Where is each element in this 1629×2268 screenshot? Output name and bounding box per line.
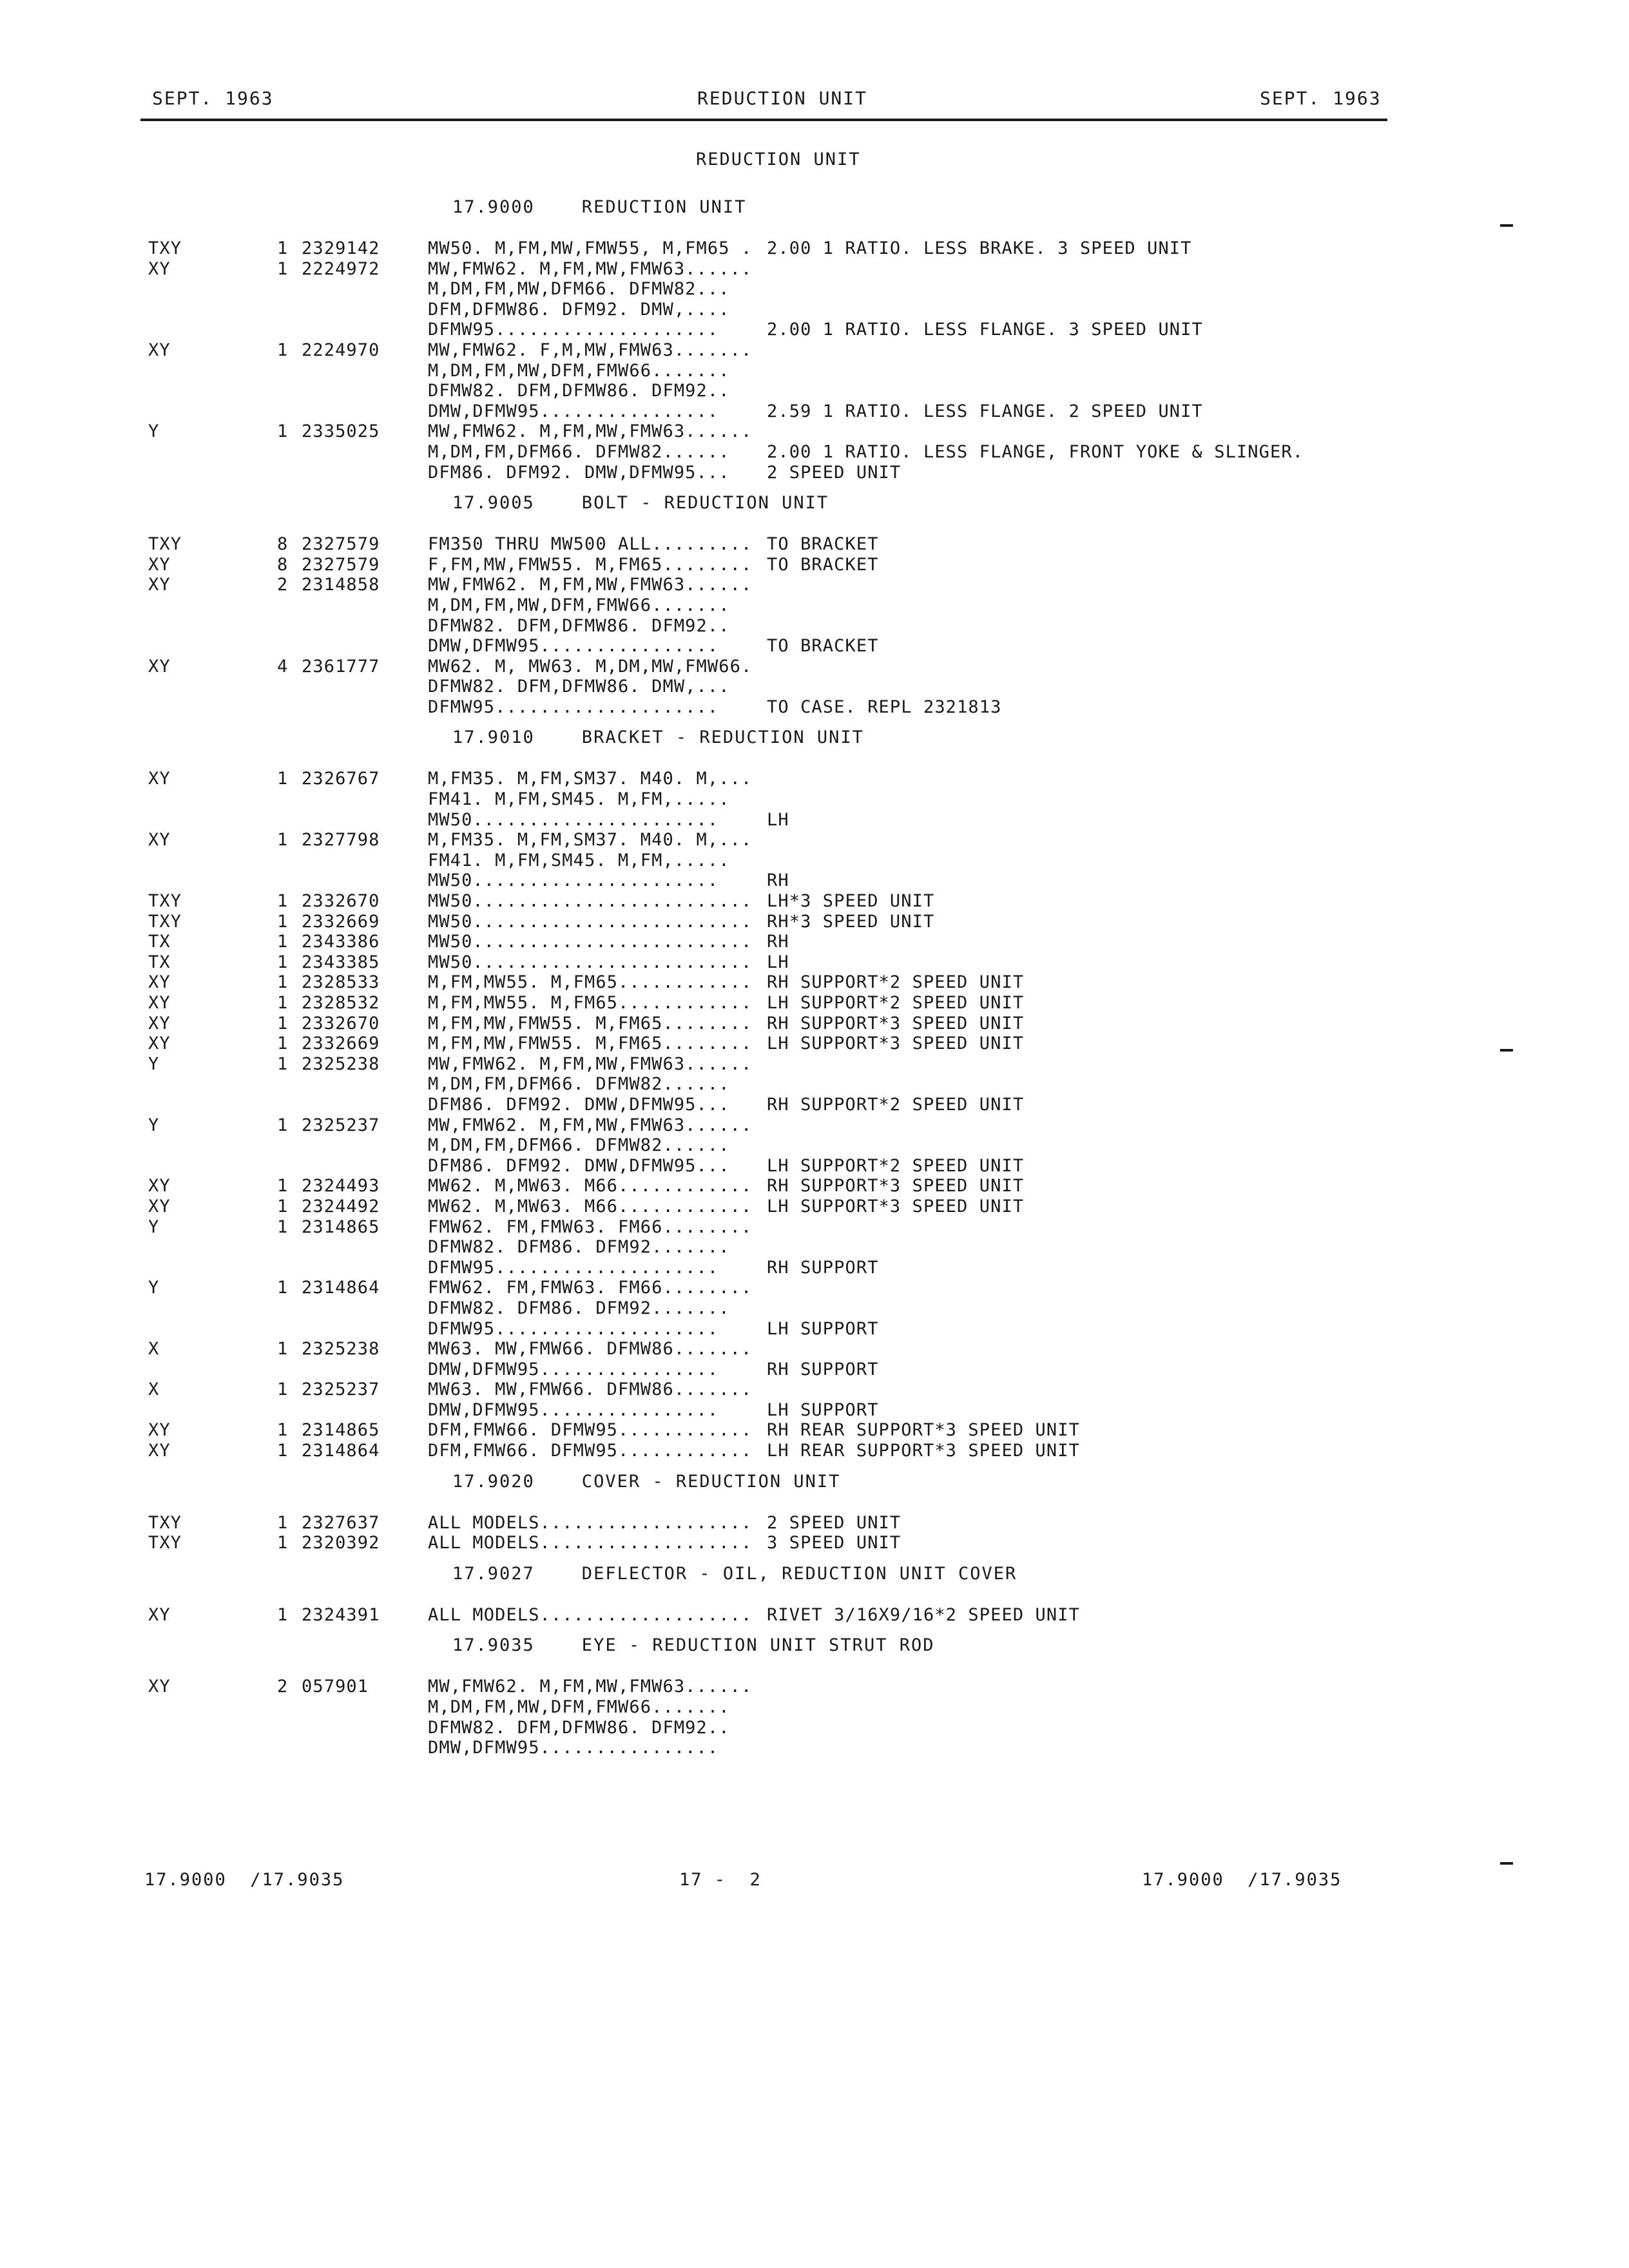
- row-remark: TO BRACKET: [767, 554, 879, 575]
- row-remark: LH SUPPORT*2 SPEED UNIT: [767, 993, 1025, 1013]
- row-models: MW62. M, MW63. M,DM,MW,FMW66.: [428, 656, 753, 677]
- row-remark: 3 SPEED UNIT: [767, 1533, 901, 1553]
- section-spacer: [148, 228, 1463, 238]
- row-models: MW,FMW62. M,FM,MW,FMW63......: [428, 1053, 753, 1074]
- row-code: XY: [148, 656, 171, 677]
- parts-row: [148, 697, 1463, 718]
- row-part-number: 2314858: [302, 575, 380, 595]
- row-quantity: 8: [277, 534, 289, 555]
- row-code: XY: [148, 1196, 171, 1216]
- row-models: DFM,DFMW86. DFM92. DMW,....: [428, 299, 730, 320]
- parts-row: [148, 932, 1463, 952]
- row-code: XY: [148, 1013, 171, 1033]
- row-remark: LH*3 SPEED UNIT: [767, 891, 935, 912]
- row-remark: 2.00 1 RATIO. LESS FLANGE, FRONT YOKE & SLINGER.: [767, 441, 1304, 462]
- row-models: DFMW95....................: [428, 697, 719, 717]
- parts-row: [148, 259, 1463, 280]
- parts-row: [148, 1217, 1463, 1238]
- row-remark: 2 SPEED UNIT: [767, 462, 901, 483]
- row-models: M,FM,MW,FMW55. M,FM65........: [428, 1013, 753, 1033]
- parts-row: [148, 1196, 1463, 1217]
- parts-row: [148, 1135, 1463, 1156]
- row-models: FM41. M,FM,SM45. M,FM,.....: [428, 850, 730, 870]
- section-heading: 17.9035 EYE - REDUCTION UNIT STRUT ROD: [452, 1635, 935, 1656]
- row-quantity: 1: [277, 1604, 289, 1625]
- row-part-number: 2327798: [302, 830, 380, 850]
- row-models: MW50.........................: [428, 911, 753, 932]
- parts-row: [148, 320, 1463, 340]
- row-models: DMW,DFMW95................: [428, 401, 719, 421]
- row-quantity: 1: [277, 993, 289, 1013]
- row-models: DFMW95....................: [428, 320, 719, 340]
- section-heading: 17.9027 DEFLECTOR - OIL, REDUCTION UNIT COVER: [452, 1563, 1017, 1584]
- parts-row: [148, 1278, 1463, 1298]
- parts-row: [148, 279, 1463, 300]
- parts-row: [148, 972, 1463, 993]
- parts-row: [148, 1677, 1463, 1697]
- row-models: DFMW82. DFM,DFMW86. DMW,...: [428, 677, 730, 697]
- row-models: MW50.........................: [428, 932, 753, 952]
- row-remark: RH: [767, 932, 789, 952]
- row-models: M,DM,FM,DFM66. DFMW82......: [428, 1074, 730, 1095]
- parts-row: [148, 1258, 1463, 1278]
- parts-row: [148, 1054, 1463, 1075]
- parts-row: [148, 1513, 1463, 1533]
- row-part-number: 2332670: [302, 891, 380, 912]
- row-quantity: 1: [277, 1176, 289, 1196]
- row-part-number: 2332670: [302, 1013, 380, 1033]
- row-models: M,DM,FM,DFM66. DFMW82......: [428, 1135, 730, 1156]
- row-code: TXY: [148, 1533, 182, 1553]
- parts-row: [148, 555, 1463, 575]
- margin-mark: [1500, 1049, 1513, 1052]
- row-code: XY: [148, 575, 171, 595]
- parts-row: [148, 912, 1463, 932]
- row-models: MW63. MW,FMW66. DFMW86.......: [428, 1339, 753, 1360]
- row-quantity: 1: [277, 238, 289, 258]
- section-spacer: [148, 1595, 1463, 1605]
- parts-row: [148, 534, 1463, 555]
- parts-row: [148, 1176, 1463, 1196]
- row-remark: LH: [767, 952, 789, 972]
- row-remark: RH: [767, 870, 789, 891]
- row-quantity: 1: [277, 911, 289, 932]
- parts-row: [148, 891, 1463, 912]
- row-remark: RIVET 3/16X9/16*2 SPEED UNIT: [767, 1604, 1080, 1625]
- row-part-number: 2332669: [302, 911, 380, 932]
- parts-row: [148, 769, 1463, 789]
- row-part-number: 2361777: [302, 656, 380, 677]
- parts-row: [148, 595, 1463, 616]
- row-remark: RH SUPPORT*3 SPEED UNIT: [767, 1013, 1025, 1033]
- parts-list: [148, 187, 1463, 1758]
- row-code: Y: [148, 1278, 160, 1298]
- parts-row: [148, 789, 1463, 810]
- parts-row: [148, 1605, 1463, 1626]
- section-spacer: [148, 1503, 1463, 1513]
- row-part-number: 2224970: [302, 340, 380, 360]
- row-models: MW50. M,FM,MW,FMW55, M,FM65 .: [428, 238, 753, 258]
- row-models: FM350 THRU MW500 ALL.........: [428, 534, 753, 555]
- row-quantity: 8: [277, 554, 289, 575]
- parts-row: [148, 616, 1463, 637]
- row-remark: LH SUPPORT*2 SPEED UNIT: [767, 1155, 1025, 1176]
- row-code: XY: [148, 993, 171, 1013]
- row-remark: TO BRACKET: [767, 636, 879, 657]
- row-models: FM41. M,FM,SM45. M,FM,.....: [428, 789, 730, 810]
- parts-row: [148, 1339, 1463, 1360]
- row-quantity: 1: [277, 258, 289, 279]
- row-quantity: 1: [277, 1216, 289, 1237]
- row-code: XY: [148, 1677, 171, 1697]
- row-models: M,FM35. M,FM,SM37. M40. M,...: [428, 769, 753, 789]
- page-header-left: SEPT. 1963: [152, 88, 274, 109]
- row-models: MW50.........................: [428, 952, 753, 972]
- row-code: Y: [148, 1216, 160, 1237]
- row-models: DFM86. DFM92. DMW,DFMW95...: [428, 462, 730, 483]
- row-models: M,DM,FM,MW,DFM,FMW66.......: [428, 595, 730, 615]
- row-part-number: 2343385: [302, 952, 380, 972]
- row-models: ALL MODELS...................: [428, 1533, 753, 1553]
- row-code: X: [148, 1339, 160, 1360]
- header-rule: [140, 119, 1387, 121]
- row-quantity: 1: [277, 340, 289, 360]
- row-code: Y: [148, 1053, 160, 1074]
- row-part-number: 2332669: [302, 1033, 380, 1054]
- row-quantity: 1: [277, 1379, 289, 1400]
- row-remark: RH SUPPORT*3 SPEED UNIT: [767, 1176, 1025, 1196]
- parts-row: [148, 870, 1463, 891]
- row-models: MW50......................: [428, 870, 719, 891]
- parts-row: [148, 993, 1463, 1014]
- row-code: TXY: [148, 1512, 182, 1533]
- row-models: FMW62. FM,FMW63. FM66........: [428, 1278, 753, 1298]
- row-code: TXY: [148, 911, 182, 932]
- parts-row: [148, 1319, 1463, 1340]
- row-models: DMW,DFMW95................: [428, 636, 719, 657]
- row-quantity: 1: [277, 1512, 289, 1533]
- row-models: MW50......................: [428, 809, 719, 830]
- row-models: DFM86. DFM92. DMW,DFMW95...: [428, 1094, 730, 1115]
- row-part-number: 2326767: [302, 769, 380, 789]
- row-part-number: 2343386: [302, 932, 380, 952]
- row-models: MW,FMW62. M,FM,MW,FMW63......: [428, 575, 753, 595]
- row-part-number: 2325237: [302, 1115, 380, 1135]
- row-quantity: 1: [277, 830, 289, 850]
- row-code: XY: [148, 554, 171, 575]
- parts-row: [148, 1718, 1463, 1738]
- row-code: XY: [148, 972, 171, 993]
- row-code: XY: [148, 340, 171, 360]
- row-models: MW,FMW62. M,FM,MW,FMW63......: [428, 1677, 753, 1697]
- parts-row: [148, 1115, 1463, 1136]
- parts-row: [148, 1033, 1463, 1054]
- row-part-number: 2327579: [302, 534, 380, 555]
- row-models: DFMW82. DFM86. DFM92.......: [428, 1298, 730, 1318]
- section-heading: 17.9020 COVER - REDUCTION UNIT: [452, 1471, 841, 1492]
- row-models: MW62. M,MW63. M66............: [428, 1196, 753, 1216]
- row-part-number: 2314864: [302, 1441, 380, 1461]
- parts-row: [148, 1533, 1463, 1553]
- row-quantity: 1: [277, 1053, 289, 1074]
- row-part-number: 2327579: [302, 554, 380, 575]
- parts-row: [148, 850, 1463, 871]
- parts-row: [148, 463, 1463, 483]
- parts-row: [148, 830, 1463, 850]
- row-models: M,FM,MW55. M,FM65............: [428, 993, 753, 1013]
- row-part-number: 2325238: [302, 1053, 380, 1074]
- row-part-number: 2324391: [302, 1604, 380, 1625]
- section-spacer: [148, 758, 1463, 769]
- row-models: DMW,DFMW95................: [428, 1399, 719, 1420]
- row-models: MW62. M,MW63. M66............: [428, 1176, 753, 1196]
- row-remark: TO CASE. REPL 2321813: [767, 697, 1002, 717]
- parts-row: [148, 300, 1463, 320]
- row-models: DMW,DFMW95................: [428, 1738, 719, 1758]
- row-models: M,FM35. M,FM,SM37. M40. M,...: [428, 830, 753, 850]
- row-models: DFM86. DFM92. DMW,DFMW95...: [428, 1155, 730, 1176]
- page-title: REDUCTION UNIT: [696, 149, 861, 169]
- row-code: TXY: [148, 891, 182, 912]
- row-code: XY: [148, 258, 171, 279]
- row-remark: LH SUPPORT*3 SPEED UNIT: [767, 1196, 1025, 1216]
- row-remark: RH SUPPORT*2 SPEED UNIT: [767, 972, 1025, 993]
- parts-row: [148, 361, 1463, 381]
- page-header-center: REDUCTION UNIT: [697, 88, 868, 109]
- parts-row: [148, 381, 1463, 401]
- row-remark: RH REAR SUPPORT*3 SPEED UNIT: [767, 1420, 1080, 1441]
- row-code: X: [148, 1379, 160, 1400]
- parts-row: [148, 340, 1463, 361]
- row-models: M,DM,FM,MW,DFM,FMW66.......: [428, 1697, 730, 1718]
- row-models: FMW62. FM,FMW63. FM66........: [428, 1216, 753, 1237]
- parts-row: [148, 1379, 1463, 1400]
- row-code: XY: [148, 1420, 171, 1441]
- row-code: TX: [148, 952, 171, 972]
- parts-row: [148, 810, 1463, 831]
- row-models: DFM,FMW66. DFMW95............: [428, 1420, 753, 1441]
- row-quantity: 2: [277, 1677, 289, 1697]
- parts-row: [148, 1014, 1463, 1034]
- row-models: DFMW82. DFM,DFMW86. DFM92..: [428, 615, 730, 636]
- row-part-number: 2324493: [302, 1176, 380, 1196]
- parts-row: [148, 1237, 1463, 1258]
- parts-row: [148, 1738, 1463, 1758]
- row-quantity: 1: [277, 1033, 289, 1054]
- row-models: DFMW95....................: [428, 1257, 719, 1278]
- row-code: TXY: [148, 238, 182, 258]
- row-models: MW,FMW62. M,FM,MW,FMW63......: [428, 258, 753, 279]
- row-remark: RH SUPPORT: [767, 1257, 879, 1278]
- section-heading: 17.9005 BOLT - REDUCTION UNIT: [452, 493, 829, 514]
- row-part-number: 2329142: [302, 238, 380, 258]
- row-quantity: 1: [277, 1533, 289, 1553]
- row-code: XY: [148, 1441, 171, 1461]
- row-models: DMW,DFMW95................: [428, 1359, 719, 1379]
- section-spacer: [148, 1666, 1463, 1677]
- margin-mark: [1500, 224, 1513, 227]
- row-models: MW63. MW,FMW66. DFMW86.......: [428, 1379, 753, 1400]
- row-remark: LH SUPPORT*3 SPEED UNIT: [767, 1033, 1025, 1054]
- parts-row: [148, 401, 1463, 422]
- row-models: M,DM,FM,MW,DFM,FMW66.......: [428, 360, 730, 381]
- row-models: DFMW82. DFM,DFMW86. DFM92..: [428, 381, 730, 401]
- section-heading: 17.9010 BRACKET - REDUCTION UNIT: [452, 727, 864, 748]
- row-remark: LH: [767, 809, 789, 830]
- row-remark: LH REAR SUPPORT*3 SPEED UNIT: [767, 1441, 1080, 1461]
- row-remark: 2 SPEED UNIT: [767, 1512, 901, 1533]
- row-part-number: 057901: [302, 1677, 369, 1697]
- parts-row: [148, 1298, 1463, 1319]
- page-header-right: SEPT. 1963: [1260, 88, 1382, 109]
- row-part-number: 2320392: [302, 1533, 380, 1553]
- parts-row: [148, 1360, 1463, 1380]
- row-quantity: 1: [277, 972, 289, 993]
- row-quantity: 1: [277, 1441, 289, 1461]
- parts-row: [148, 1400, 1463, 1421]
- row-part-number: 2314865: [302, 1216, 380, 1237]
- row-models: M,FM,MW55. M,FM65............: [428, 972, 753, 993]
- row-models: MW,FMW62. F,M,MW,FMW63.......: [428, 340, 753, 360]
- row-part-number: 2328532: [302, 993, 380, 1013]
- row-models: DFM,FMW66. DFMW95............: [428, 1441, 753, 1461]
- row-quantity: 1: [277, 421, 289, 442]
- row-remark: RH SUPPORT: [767, 1359, 879, 1379]
- row-remark: 2.59 1 RATIO. LESS FLANGE. 2 SPEED UNIT: [767, 401, 1203, 421]
- page-footer-right: 17.9000 /17.9035: [1142, 1870, 1342, 1890]
- margin-mark: [1500, 1862, 1513, 1865]
- row-code: XY: [148, 830, 171, 850]
- row-code: XY: [148, 1033, 171, 1054]
- row-models: F,FM,MW,FMW55. M,FM65........: [428, 554, 753, 575]
- row-remark: 2.00 1 RATIO. LESS FLANGE. 3 SPEED UNIT: [767, 320, 1203, 340]
- row-code: XY: [148, 1604, 171, 1625]
- row-quantity: 1: [277, 1339, 289, 1360]
- row-part-number: 2314864: [302, 1278, 380, 1298]
- row-part-number: 2325237: [302, 1379, 380, 1400]
- parts-row: [148, 421, 1463, 442]
- row-models: DFMW95....................: [428, 1318, 719, 1339]
- section-spacer: [148, 524, 1463, 534]
- row-part-number: 2224972: [302, 258, 380, 279]
- row-models: DFMW82. DFM,DFMW86. DFM92..: [428, 1717, 730, 1738]
- row-quantity: 1: [277, 1196, 289, 1216]
- row-remark: TO BRACKET: [767, 534, 879, 555]
- row-remark: RH*3 SPEED UNIT: [767, 911, 935, 932]
- parts-row: [148, 657, 1463, 677]
- row-models: M,DM,FM,DFM66. DFMW82......: [428, 441, 730, 462]
- row-quantity: 2: [277, 575, 289, 595]
- row-remark: LH SUPPORT: [767, 1399, 879, 1420]
- parts-row: [148, 1156, 1463, 1177]
- row-quantity: 1: [277, 1013, 289, 1033]
- row-part-number: 2335025: [302, 421, 380, 442]
- row-code: TX: [148, 932, 171, 952]
- row-code: Y: [148, 421, 160, 442]
- row-code: XY: [148, 1176, 171, 1196]
- parts-row: [148, 1074, 1463, 1095]
- parts-row: [148, 677, 1463, 697]
- row-models: M,DM,FM,MW,DFM66. DFMW82...: [428, 279, 730, 300]
- row-models: M,FM,MW,FMW55. M,FM65........: [428, 1033, 753, 1054]
- row-quantity: 1: [277, 769, 289, 789]
- parts-row: [148, 1441, 1463, 1461]
- row-part-number: 2327637: [302, 1512, 380, 1533]
- row-remark: 2.00 1 RATIO. LESS BRAKE. 3 SPEED UNIT: [767, 238, 1192, 258]
- row-remark: RH SUPPORT*2 SPEED UNIT: [767, 1094, 1025, 1115]
- row-models: DFMW82. DFM86. DFM92.......: [428, 1237, 730, 1258]
- parts-row: [148, 238, 1463, 259]
- page-footer-left: 17.9000 /17.9035: [144, 1870, 345, 1890]
- row-code: Y: [148, 1115, 160, 1135]
- section-heading: 17.9000 REDUCTION UNIT: [452, 197, 747, 217]
- row-models: ALL MODELS...................: [428, 1512, 753, 1533]
- row-code: TXY: [148, 534, 182, 555]
- row-models: MW,FMW62. M,FM,MW,FMW63......: [428, 1115, 753, 1135]
- page-footer-center: 17 - 2: [679, 1870, 762, 1890]
- row-quantity: 1: [277, 1420, 289, 1441]
- row-models: MW50.........................: [428, 891, 753, 912]
- row-quantity: 4: [277, 656, 289, 677]
- row-quantity: 1: [277, 1115, 289, 1135]
- parts-row: [148, 1420, 1463, 1441]
- row-quantity: 1: [277, 952, 289, 972]
- row-models: ALL MODELS...................: [428, 1604, 753, 1625]
- row-part-number: 2324492: [302, 1196, 380, 1216]
- parts-row: [148, 952, 1463, 973]
- row-code: XY: [148, 769, 171, 789]
- row-part-number: 2328533: [302, 972, 380, 993]
- parts-row: [148, 575, 1463, 595]
- row-quantity: 1: [277, 891, 289, 912]
- row-remark: LH SUPPORT: [767, 1318, 879, 1339]
- parts-row: [148, 636, 1463, 657]
- parts-row: [148, 1095, 1463, 1115]
- row-part-number: 2325238: [302, 1339, 380, 1360]
- parts-row: [148, 1697, 1463, 1718]
- row-models: MW,FMW62. M,FM,MW,FMW63......: [428, 421, 753, 442]
- row-quantity: 1: [277, 932, 289, 952]
- row-part-number: 2314865: [302, 1420, 380, 1441]
- parts-row: [148, 442, 1463, 463]
- row-quantity: 1: [277, 1278, 289, 1298]
